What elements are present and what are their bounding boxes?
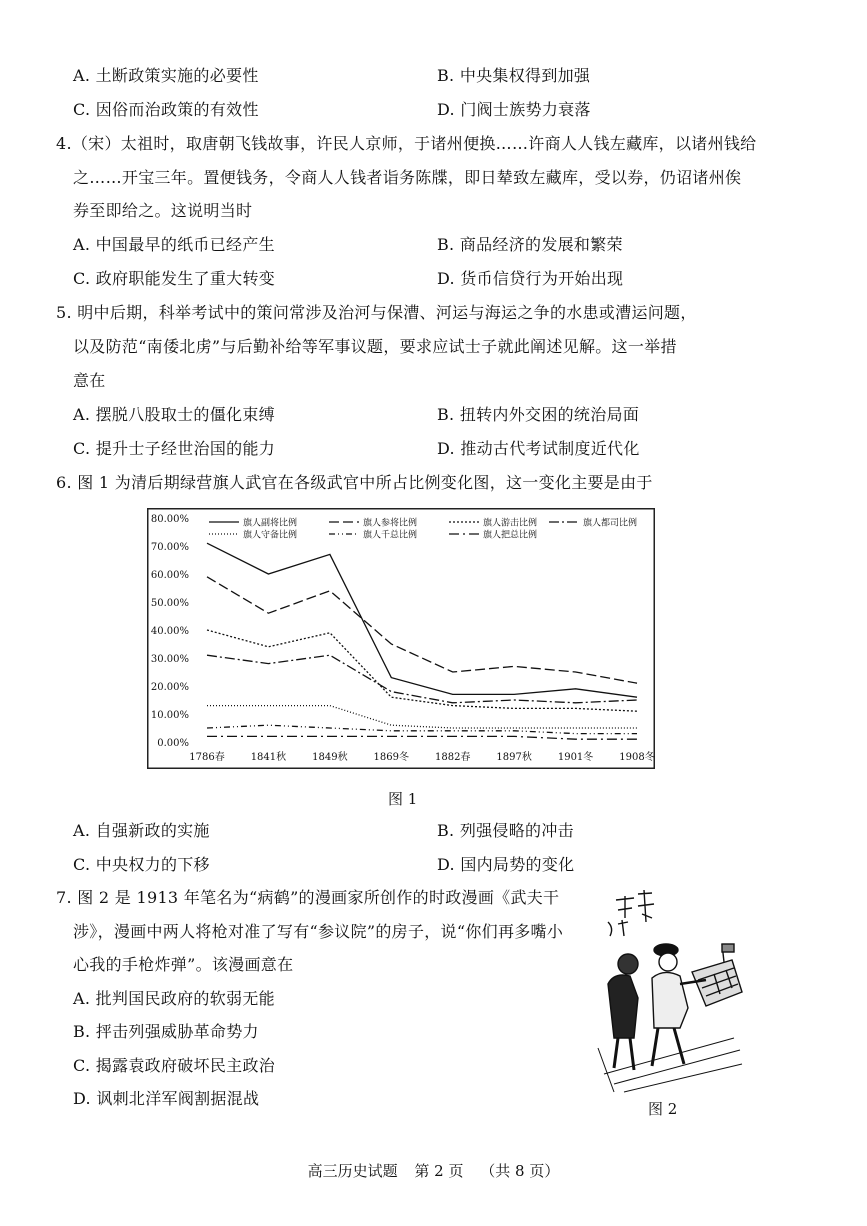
x-tick-label: 1908冬 — [619, 752, 655, 763]
q4-stem-line1: 4.（宋）太祖时，取唐朝飞钱故事，许民人京师，于诸州便换……许商人人钱左藏库，以诸州钱给 — [56, 134, 757, 153]
y-tick-labels — [151, 514, 189, 749]
x-tick-label: 1882春 — [434, 752, 471, 763]
footer-subject: 高三历史试题 — [307, 1162, 398, 1180]
q7-stem-line1: 7. 图 2 是 1913 年笔名为“病鹤”的漫画家所创作的时政漫画《武夫干 — [56, 888, 560, 907]
q5-option-d: D. 推动古代考试制度近代化 — [437, 439, 640, 458]
series-line-2 — [207, 577, 637, 683]
legend-label: 旗人游击比例 — [483, 518, 538, 529]
q5-stem-line1: 5. 明中后期，科举考试中的策问常涉及治河与保漕、河运与海运之争的水患或漕运问题， — [56, 303, 697, 322]
y-tick-label: 70.00% — [150, 542, 189, 553]
q4-option-d: D. 货币信贷行为开始出现 — [437, 269, 624, 288]
q4-option-a: A. 中国最早的纸币已经产生 — [73, 235, 275, 254]
chart-legend — [209, 517, 637, 541]
q7-stem-line2: 涉》，漫画中两人将枪对准了写有“参议院”的房子，说“你们再多嘴小 — [73, 922, 564, 941]
footer-total: （共 8 页） — [480, 1162, 560, 1180]
figure-1-line-chart — [147, 508, 655, 769]
x-tick-label: 1841秋 — [250, 752, 287, 763]
y-tick-label: 30.00% — [150, 654, 189, 665]
x-tick-label: 1869冬 — [373, 752, 410, 763]
y-tick-label: 40.00% — [150, 626, 189, 637]
q6-option-d: D. 国内局势的变化 — [437, 855, 575, 874]
q7-option-d: D. 讽刺北洋军阀割据混战 — [73, 1089, 260, 1108]
q3-option-a: A. 土断政策实施的必要性 — [73, 66, 259, 85]
q4-stem-line2: 之……开宝三年。置便钱务，令商人人钱者诣务陈牒，即日辇致左藏库，受以券，仍诏诸州俟 — [73, 168, 742, 187]
series-line-4 — [207, 655, 637, 703]
q7-option-b: B. 抨击列强威胁革命势力 — [73, 1022, 259, 1041]
y-tick-label: 10.00% — [150, 710, 189, 721]
y-tick-label: 80.00% — [150, 514, 189, 525]
legend-label: 旗人守备比例 — [243, 530, 298, 541]
y-tick-label: 60.00% — [150, 570, 189, 581]
figure-2-caption: 图 2 — [648, 1100, 678, 1118]
x-tick-labels — [189, 750, 654, 763]
series-line-3 — [207, 630, 637, 711]
series-line-1 — [207, 543, 637, 697]
q7-option-a: A. 批判国民政府的软弱无能 — [73, 989, 275, 1008]
series-line-7 — [207, 736, 637, 739]
q4-stem-line3: 券至即给之。这说明当时 — [73, 201, 253, 220]
q3-option-d: D. 门阀士族势力衰落 — [437, 100, 591, 119]
series-lines — [207, 543, 637, 739]
q3-option-c: C. 因俗而治政策的有效性 — [73, 100, 259, 119]
q4-option-c: C. 政府职能发生了重大转变 — [73, 269, 276, 288]
footer-page: 第 2 页 — [414, 1162, 464, 1180]
chart-frame — [148, 509, 655, 769]
q5-option-a: A. 摆脱八股取士的僵化束缚 — [73, 405, 275, 424]
series-line-6 — [207, 725, 637, 733]
figure-2-cartoon — [594, 888, 744, 1094]
x-tick-label: 1897秋 — [496, 752, 532, 763]
q5-stem-line2: 以及防范“南倭北虏”与后勤补给等军事议题，要求应试士子就此阐述见解。这一举措 — [73, 337, 677, 356]
y-tick-label: 0.00% — [157, 738, 189, 749]
q4-option-b: B. 商品经济的发展和繁荣 — [437, 235, 623, 254]
x-tick-label: 1849秋 — [312, 752, 348, 763]
page-footer — [0, 1160, 867, 1181]
legend-label: 旗人都司比例 — [583, 518, 638, 529]
legend-label: 旗人千总比例 — [363, 530, 418, 541]
q6-option-b: B. 列强侵略的冲击 — [437, 821, 574, 840]
x-tick-label: 1901冬 — [557, 752, 594, 763]
x-tick-label: 1786春 — [189, 752, 225, 763]
y-tick-label: 50.00% — [150, 598, 189, 609]
legend-label: 旗人把总比例 — [483, 530, 538, 541]
figure-1-caption: 图 1 — [388, 790, 418, 808]
legend-label: 旗人参将比例 — [363, 518, 418, 529]
q3-option-b: B. 中央集权得到加强 — [437, 66, 591, 85]
legend-label: 旗人副将比例 — [243, 518, 298, 529]
y-tick-label: 20.00% — [150, 682, 189, 693]
q7-stem-line3: 心我的手枪炸弹”。该漫画意在 — [73, 955, 294, 974]
q6-option-c: C. 中央权力的下移 — [73, 855, 210, 874]
q6-option-a: A. 自强新政的实施 — [73, 821, 210, 840]
q7-option-c: C. 揭露袁政府破坏民主政治 — [73, 1056, 276, 1075]
q6-stem: 6. 图 1 为清后期绿营旗人武官在各级武官中所占比例变化图，这一变化主要是由于 — [56, 473, 653, 492]
q5-stem-line3: 意在 — [73, 371, 106, 390]
q5-option-c: C. 提升士子经世治国的能力 — [73, 439, 276, 458]
q5-option-b: B. 扭转内外交困的统治局面 — [437, 405, 640, 424]
